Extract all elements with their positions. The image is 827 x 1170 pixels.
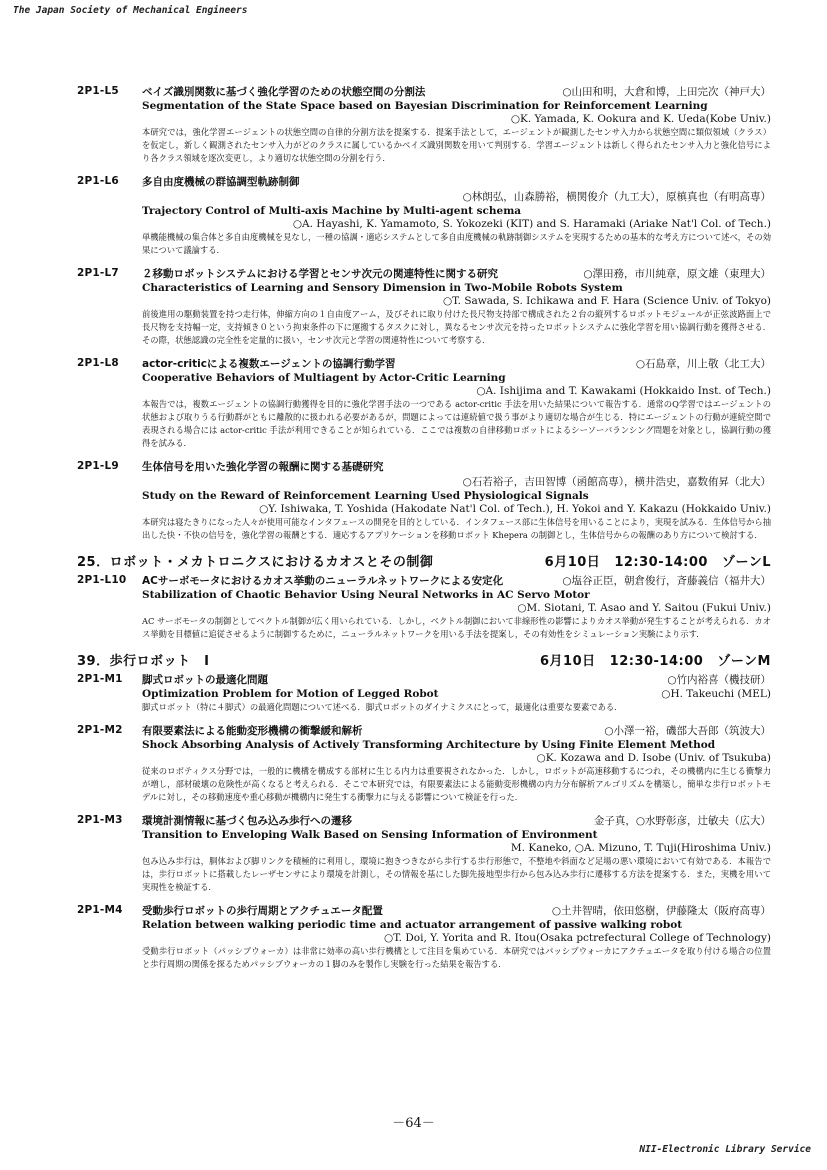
paper-abstract: 単機能機械の集合体と多自由度機械を見なし，一種の協調・適応システムとして多自由度機械の軌跡制御システムを実現するための基本的な考え方について述べ，その効果について議論する． <box>142 232 771 255</box>
paper-abstract: 本研究は寝たきりになった人々が使用可能なインタフェースの開発を目的としている．インタフェース部に生体信号を用いることにより，実現を試みる．生体信号から抽出した快・不快の信号を，強化学習の報酬とする．適応するアプリケーションを移動ロボット Khepera の制御とし，生体信号からの報酬のあり方について検討する． <box>142 517 771 540</box>
japanese-title-row <box>142 84 771 99</box>
paper-authors-ja: ○石島章，川上敬（北工大） <box>635 358 771 370</box>
japanese-title-row <box>142 723 771 738</box>
paper-title-en: Transition to Enveloping Walk Based on Sensing Information of Environment <box>142 829 598 841</box>
paper-entry <box>77 266 771 347</box>
session-zone: ゾーンM <box>717 654 771 669</box>
paper-title-en: Optimization Problem for Motion of Legged Robot <box>142 688 439 700</box>
paper-title-ja: actor-criticによる複数エージェントの協調行動学習 <box>142 358 396 370</box>
paper-id: 2P1-L6 <box>77 175 119 187</box>
english-title-row <box>142 687 771 700</box>
japanese-title-row <box>142 356 771 371</box>
paper-authors-en: ○H. Takeuchi (MEL) <box>661 688 771 700</box>
session-zone: ゾーンL <box>721 555 771 570</box>
paper-title-ja: 生体信号を用いた強化学習の報酬に関する基礎研究 <box>142 461 384 473</box>
paper-title-ja: 多自由度機械の群協調型軌跡制御 <box>142 176 300 188</box>
paper-entry <box>77 573 771 641</box>
paper-abstract: 本研究では，強化学習エージェントの状態空間の自律的分割方法を提案する．提案手法として，エージェントが観測したセンサ入力から状態空間に類似領域（クラス）を仮定し，新しく観測されたセンサ入力がどのクラスに属しているかベイズ識別関数を用いて判別する．学習エージェントは新しく得られたセンサ入力と強化信号により各クラス領域を逐次変更し，より適切な状態空間の分割を行う． <box>142 127 771 163</box>
paper-abstract: 前後進用の駆動装置を持つ走行体，伸縮方向の１自由度アーム，及びそれに取り付けた長尺物支持部で構成された２台の縦列するロボットモジュールが正弦波路面上で長尺物を支持幅一定，支持傾き０という拘束条件の下に運搬するタスクに対し，異なるセンサ次元を持ったロボットシステムに強化学習を用い協調行動を獲得させる．その際，状態認識の完全性を定量的に扱い，センサ次元と学習の関連特性について考察する． <box>142 309 771 345</box>
paper-title-en: Trajectory Control of Multi-axis Machine by Multi-agent schema <box>142 205 522 217</box>
japanese-title-row <box>142 813 771 828</box>
paper-entry <box>77 356 771 450</box>
paper-title-ja: 受動歩行ロボットの歩行周期とアクチュエータ配置 <box>142 905 383 917</box>
paper-id: 2P1-L9 <box>77 460 119 472</box>
paper-authors-en: M. Kaneko, ○A. Mizuno, T. Tuji(Hiroshima Univ.) <box>510 842 771 854</box>
paper-entry <box>77 813 771 894</box>
session-date: 6月10日 <box>540 654 596 669</box>
paper-id: 2P1-L7 <box>77 267 119 279</box>
paper-title-en: Characteristics of Learning and Sensory Dimension in Two-Mobile Robots System <box>142 282 623 294</box>
session-title: 25．ロボット・メカトロニクスにおけるカオスとその制御 <box>77 555 434 570</box>
paper-title-ja: 環境計測情報に基づく包み込み歩行への遷移 <box>142 815 352 827</box>
paper-entry <box>77 903 771 971</box>
paper-authors-en: ○K. Yamada, K. Ookura and K. Ueda(Kobe Univ.) <box>510 113 771 125</box>
paper-entry <box>77 672 771 714</box>
session-time: 12:30-14:00 <box>614 555 708 570</box>
paper-authors-ja: ○竹内裕喜（機技研） <box>667 674 771 686</box>
paper-authors-ja: 金子真，○水野彰彦，辻敏夫（広大） <box>593 815 771 827</box>
session-heading <box>77 551 771 570</box>
paper-authors-en: ○A. Ishijima and T. Kawakami (Hokkaido Inst. of Tech.) <box>476 385 771 397</box>
paper-authors-ja: ○小澤一裕，磯部大吾郎（筑波大） <box>604 725 771 737</box>
paper-authors-en: ○A. Hayashi, K. Yamamoto, S. Yokozeki (KIT) and S. Haramaki (Ariake Nat'l Col. of Tech.) <box>292 218 771 230</box>
japanese-title-row <box>142 459 771 474</box>
page-header: The Japan Society of Mechanical Engineers <box>13 5 248 16</box>
paper-entry <box>77 84 771 165</box>
session-time: 12:30-14:00 <box>609 654 704 669</box>
paper-title-en: Shock Absorbing Analysis of Actively Transforming Architecture by Using Finite Element Method <box>142 739 716 751</box>
session-schedule <box>531 551 771 570</box>
paper-authors-en: ○K. Kozawa and D. Isobe (Univ. of Tsukuba) <box>536 752 771 764</box>
paper-abstract: AC サーボモータの制御としてベクトル制御が広く用いられている．しかし，ベクトル制御において非線形性の影響によりカオス挙動が発生することが考えられる．カオス挙動を目標値に追従させるように制御するために，ニューラルネットワークを用いる手法を提案し，その有効性をシミュレーション実験により示す． <box>142 616 771 639</box>
paper-abstract: 受動歩行ロボット（パッシブウォーカ）は非常に効率の高い歩行機構として注目を集めている．本研究ではパッシブウォーカにアクチュエータを取り付ける場合の位置と歩行周期の関係を探るためパッシブウォーカの１脚のみを製作し実験を行った結果を報告する． <box>142 946 771 969</box>
paper-abstract: 脚式ロボット（特に４脚式）の最適化問題について述べる．脚式ロボットのダイナミクスにとって，最適化は重要な要素である． <box>142 702 623 712</box>
paper-title-en: Cooperative Behaviors of Multiagent by Actor-Critic Learning <box>142 372 506 384</box>
paper-authors-en: ○T. Doi, Y. Yorita and R. Itou(Osaka pctrefectural College of Technology) <box>384 932 771 944</box>
paper-title-en: Relation between walking periodic time and actuator arrangement of passive walking robot <box>142 919 683 931</box>
paper-title-en: Study on the Reward of Reinforcement Learning Used Physiological Signals <box>142 490 589 502</box>
program-list <box>77 84 771 980</box>
session-date: 6月10日 <box>544 555 601 570</box>
paper-title-en: Stabilization of Chaotic Behavior Using Neural Networks in AC Servo Motor <box>142 589 590 601</box>
paper-authors-ja: ○山田和明，大倉和博，上田完次（神戸大） <box>562 86 771 98</box>
paper-id: 2P1-L5 <box>77 85 119 97</box>
japanese-title-row <box>142 174 771 189</box>
japanese-title-row <box>142 266 771 281</box>
paper-authors-en: ○M. Siotani, T. Asao and Y. Saitou (Fukui Univ.) <box>517 602 771 614</box>
session-heading <box>77 650 771 669</box>
session-schedule <box>526 650 771 669</box>
paper-entry <box>77 723 771 804</box>
paper-authors-ja: ○石若裕子，吉田智博（函館高専），横井浩史，嘉数侑昇（北大） <box>462 476 771 488</box>
paper-title-en: Segmentation of the State Space based on Bayesian Discrimination for Reinforcement Learning <box>142 100 708 112</box>
page-footer: NII-Electronic Library Service <box>639 1144 811 1155</box>
paper-abstract: 本報告では，複数エージェントの協調行動獲得を目的に強化学習手法の一つである actor-critic 手法を用いた結果について報告する．通常のQ学習ではエージェントの状態および取りうる行動群がともに離散的に扱われる必要があるが，問題によっては連続値で扱う事がより適切な場合が生じる．特にエージェントの行動が連続空間で表現される場合には actor-critic 手法が利用できることが知られている．ここでは複数の自律移動ロボットによるシーソーバランシング問題を対象とし，協調行動の獲得を試みる． <box>142 399 771 448</box>
paper-authors-ja: ○澤田務，市川純章，原文雄（東理大） <box>583 268 771 280</box>
japanese-title-row <box>142 903 771 918</box>
paper-authors-en: ○T. Sawada, S. Ichikawa and F. Hara (Science Univ. of Tokyo) <box>443 295 771 307</box>
paper-authors-ja: ○林朗弘，山森勝裕，横関俊介（九工大），原槙真也（有明高専） <box>462 191 771 203</box>
paper-authors-ja: ○塩谷正臣，朝倉俊行，斉藤義信（福井大） <box>562 575 771 587</box>
paper-id: 2P1-M3 <box>77 814 123 826</box>
paper-id: 2P1-L8 <box>77 357 119 369</box>
paper-title-ja: ベイズ識別関数に基づく強化学習のための状態空間の分割法 <box>142 86 426 98</box>
session-title: 39．歩行ロボット Ⅰ <box>77 654 210 669</box>
paper-title-ja: ACサーボモータにおけるカオス挙動のニューラルネットワークによる安定化 <box>142 575 504 587</box>
japanese-title-row <box>142 672 771 687</box>
paper-id: 2P1-L10 <box>77 574 127 586</box>
paper-id: 2P1-M2 <box>77 724 123 736</box>
paper-entry <box>77 459 771 542</box>
paper-authors-ja: ○土井智晴，依田悠樹，伊藤隆太（阪府高専） <box>551 905 771 917</box>
paper-title-ja: 脚式ロボットの最適化問題 <box>142 674 268 686</box>
paper-abstract: 従来のロボティクス分野では，一般的に機構を構成する部材に生じる内力は重要視されなかった．しかし，ロボットが高速移動するにつれ，その機構内に生じる衝撃力が増し，部材破壊の危険性が高くなると考えられる．そこで本研究では，有限要素法による能動変形機構の内力分布解析アルゴリズムを構築し，簡単な歩行ロボットモデルに対し，その移動速度や重心移動が機構内に発生する衝撃力に与える影響について検証を行った． <box>142 766 771 802</box>
paper-authors-en: ○Y. Ishiwaka, T. Yoshida (Hakodate Nat'l Col. of Tech.), H. Yokoi and Y. Kakazu (Hokkaido Univ.) <box>259 503 771 515</box>
paper-abstract: 包み込み歩行は，胴体および脚リンクを積極的に利用し，環境に抱きつきながら歩行する歩行形態で，不整地や斜面など足場の悪い環境において有効である．本報告では，歩行ロボットに搭載したレーザセンサにより環境を計測し，その情報を基にした脚先接地型歩行から包み込み歩行に遷移する方法を提案する．また，実機を用いて実現性を検証する． <box>142 856 771 892</box>
paper-title-ja: 有限要素法による能動変形機構の衝撃緩和解析 <box>142 725 363 737</box>
paper-title-ja: ２移動ロボットシステムにおける学習とセンサ次元の関連特性に関する研究 <box>142 268 498 280</box>
paper-id: 2P1-M1 <box>77 673 123 685</box>
paper-entry <box>77 174 771 257</box>
paper-id: 2P1-M4 <box>77 904 123 916</box>
japanese-title-row <box>142 573 771 588</box>
page-number: －64－ <box>392 1116 435 1131</box>
